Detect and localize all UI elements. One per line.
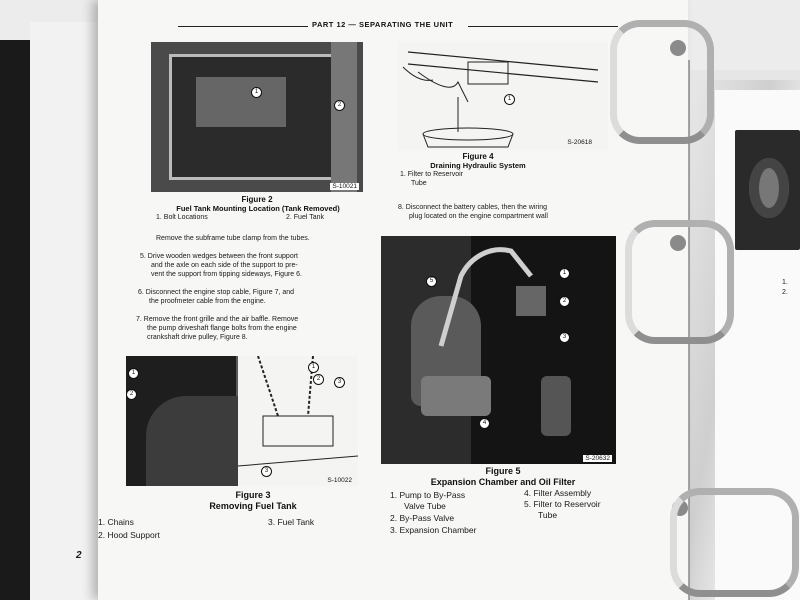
header-rule-left	[178, 26, 308, 27]
fig3-item-2: 2. Hood Support	[98, 530, 160, 540]
fig3-line-art	[238, 356, 358, 486]
fig5-item-5: 5. Filter to Reservoir	[524, 499, 601, 509]
figure-3-photo	[126, 356, 358, 486]
fig4-title: Figure 4	[462, 152, 494, 161]
fig5-callout-4: 4	[479, 418, 490, 429]
step-7-line-3: crankshaft drive pulley, Figure 8.	[147, 334, 248, 341]
fig2-callout-1: 1	[251, 87, 262, 98]
fig3-callout-1b: 1	[308, 362, 319, 373]
instruction-subframe: Remove the subframe tube clamp from the tubes.	[156, 235, 310, 242]
binder-ring-middle	[625, 220, 734, 344]
side-panel	[331, 42, 357, 192]
fig2-item-1: 1. Bolt Locations	[156, 214, 208, 221]
step-6-line-1: 6. Disconnect the engine stop cable, Figure 7, and	[138, 289, 295, 296]
fig5-callout-1: 1	[559, 268, 570, 279]
fig5-item-1: 1. Pump to By-Pass	[390, 490, 466, 500]
page-number: 2	[76, 550, 82, 561]
fig3-callout-3: 3	[261, 466, 272, 477]
step-8-line-1: 8. Disconnect the battery cables, then the wiring	[398, 204, 548, 211]
fig4-item-1: 1. Filter to Reservoir	[400, 171, 464, 178]
manual-page	[76, 0, 688, 600]
fig5-title: Figure 5	[485, 466, 521, 476]
fig4-item-1-cont: Tube	[411, 180, 427, 187]
right-page-item-2: 2.	[782, 289, 788, 296]
figure-2-photo	[151, 42, 363, 192]
fig3-callout-3b: 3	[334, 377, 345, 388]
fig5-item-1-cont: Valve Tube	[404, 501, 446, 511]
fig3-code: S-10022	[327, 477, 352, 484]
fig5-callout-5: 5	[426, 276, 437, 287]
fig2-caption: Fuel Tank Mounting Location (Tank Removed)	[176, 204, 340, 213]
step-5-line-1: 5. Drive wooden wedges between the front support	[140, 253, 298, 260]
fig3-drawing-panel	[238, 356, 358, 486]
fig5-tube-art	[381, 236, 616, 464]
binder-ring-top	[610, 20, 714, 144]
step-7-line-2: the pump driveshaft flange bolts from the engine	[147, 325, 297, 332]
fig5-item-5-cont: Tube	[538, 510, 558, 520]
fig4-code: S-20618	[567, 139, 592, 146]
fig5-caption: Expansion Chamber and Oil Filter	[430, 477, 576, 487]
fig5-item-2: 2. By-Pass Valve	[390, 513, 455, 523]
fig2-code: S-10021	[332, 183, 357, 190]
binder-ring-bottom	[670, 488, 799, 597]
step-8-line-2: plug located on the engine compartment wall	[409, 213, 548, 220]
fig5-item-4: 4. Filter Assembly	[524, 488, 592, 498]
fig4-caption: Draining Hydraulic System	[430, 161, 526, 170]
fig3-item-1: 1. Chains	[98, 517, 134, 527]
right-page-item-1: 1.	[782, 279, 788, 286]
fig2-callout-2: 2	[334, 100, 345, 111]
header-rule-right	[468, 26, 618, 27]
step-7-line-1: 7. Remove the front grille and the air baffle. Remove	[136, 316, 299, 323]
fig5-callout-3: 3	[559, 332, 570, 343]
engine-block	[196, 77, 286, 127]
figure-5-photo	[381, 236, 616, 464]
fig5-item-3: 3. Expansion Chamber	[390, 525, 477, 535]
fig4-callout-1: 1	[504, 94, 515, 105]
fig2-title: Figure 2	[241, 195, 273, 204]
fig5-callout-2: 2	[559, 296, 570, 307]
fig5-code: S-20632	[585, 455, 610, 462]
fig4-line-art	[398, 42, 608, 150]
fig3-callout-2: 2	[126, 389, 137, 400]
fig3-callout-1: 1	[128, 368, 139, 379]
fig3-item-3: 3. Fuel Tank	[268, 517, 315, 527]
right-page-photo	[735, 130, 800, 250]
page-title: PART 12 — SEPARATING THE UNIT	[308, 20, 457, 29]
figure-4-drawing	[398, 42, 608, 150]
fig3-title: Figure 3	[235, 490, 271, 500]
step-5-line-3: vent the support from tipping sideways, Figure 6.	[151, 271, 302, 278]
page-header	[178, 20, 618, 32]
fig3-callout-2b: 2	[313, 374, 324, 385]
step-6-line-2: the proofmeter cable from the engine.	[149, 298, 266, 305]
fig2-item-2: 2. Fuel Tank	[286, 214, 325, 221]
fig3-caption: Removing Fuel Tank	[209, 501, 297, 511]
step-5-line-2: and the axle on each side of the support to pre-	[151, 262, 298, 269]
